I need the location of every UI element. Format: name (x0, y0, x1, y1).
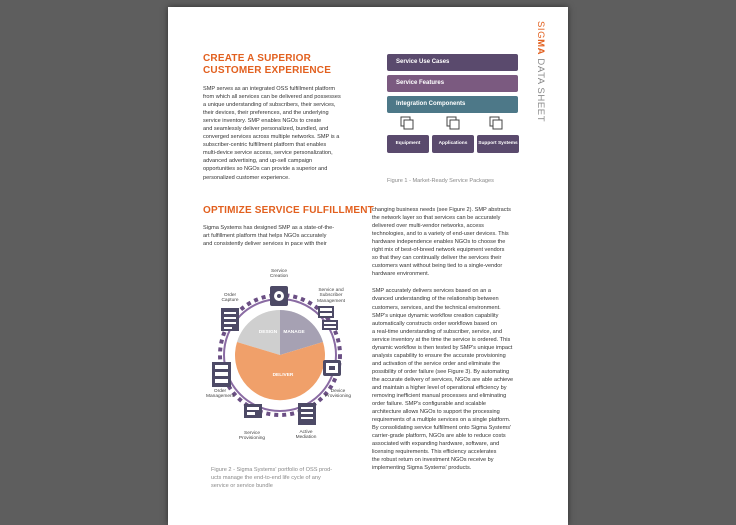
right-paragraph-2-line: dynamic workflow is then tested by SMP's unique impact (372, 344, 513, 351)
right-paragraph-1 (372, 206, 552, 278)
section1-line: service inventory. SMP enables NGOs to create (203, 118, 322, 125)
section1-line: from which all services can be delivered and possesses (203, 94, 341, 101)
manage-label: MANAGE (283, 330, 305, 335)
right-paragraph-2-line: removing inefficient manual processes and eliminating (372, 393, 507, 400)
section1-line: subscriber-centric fulfillment platform that enables (203, 142, 327, 149)
design-label: DESIGN (258, 330, 278, 335)
right-paragraph-1-line: right mix of best-of-breed network equipment vendors (372, 247, 505, 254)
device-provisioning-label: Device Provisioning (324, 389, 352, 400)
figure2-caption-line: ucts manage the end-to-end life cycle of any (211, 475, 321, 481)
figure2-caption-line: Figure 2 - Sigma Systems' portfolio of OSS prod- (211, 467, 333, 473)
right-paragraph-2-line: analysis capability to ensure the accurate provisioning (372, 352, 506, 359)
active-mediation-icon (298, 403, 316, 425)
active-mediation-label: Active Mediation (295, 430, 317, 441)
right-paragraph-2-line: order failure. SMP's configurable and scalable (372, 401, 486, 408)
integration-cubes (400, 116, 506, 132)
service-creation-label: Service Creation (269, 269, 289, 280)
right-paragraph-1-line: changing business needs (see Figure 2). SMP abstracts (372, 207, 511, 213)
service-provisioning-icon (244, 404, 262, 418)
section2-heading: OPTIMIZE SERVICE FULFILLMENT (203, 205, 374, 216)
right-paragraph-2-line: the robust return on investment NGOs receive by (372, 457, 494, 464)
order-management-icon (212, 362, 231, 387)
cube-icon (447, 117, 459, 129)
right-paragraph-2-line: a real-time understanding of subscriber, service, and (372, 328, 502, 335)
device-provisioning-icon (323, 360, 341, 376)
subscriber-management-label: Service and Subscriber Management (317, 288, 345, 304)
right-paragraph-1-line: delivered over multi-vendor networks, access (372, 223, 484, 230)
right-paragraph-2-line: automatically constructs order workflows based on (372, 320, 497, 327)
brand-part-3: DATA SHEET (535, 55, 546, 123)
section1-heading-line2: CUSTOMER EXPERIENCE (203, 65, 332, 76)
section1-line: personalized customer experience. (203, 174, 290, 181)
service-creation-icon (270, 286, 288, 306)
figure2-caption (211, 466, 371, 490)
section1-line: SMP serves as an integrated OSS fulfillment platform (203, 86, 336, 92)
brand-vertical-title (535, 21, 546, 122)
section1-heading (203, 53, 331, 77)
right-paragraph-2-line: requirements of a multiple services on a single platform. (372, 417, 511, 424)
service-features-bar: Service Features (387, 75, 518, 92)
deliver-label: DELIVER (272, 373, 294, 378)
order-capture-label: Order Capture (221, 293, 239, 304)
section1-line: and seamlessly deliver personalized, bundled, and (203, 126, 329, 133)
section1-heading-line1: CREATE A SUPERIOR (203, 53, 312, 64)
section1-line: converged services across multiple networks. SMP is a (203, 134, 340, 141)
right-paragraph-2-line: implementing Sigma Systems' products. (372, 465, 472, 472)
section1-line: their devices, their preferences, and the underlying (203, 110, 329, 117)
right-paragraph-1-line: hardware environment. (372, 271, 430, 278)
section1-line: advanced advertising, and up-sell campaign (203, 158, 313, 165)
service-provisioning-label: Service Provisioning (238, 431, 266, 442)
right-paragraph-2-line: and activation of the service order and eliminate the (372, 360, 501, 367)
right-paragraph-1-line: customers want without being tied to a single-vendor (372, 263, 503, 270)
section1-line: multi-device service access, service personalization, (203, 150, 333, 157)
section1-body (203, 85, 383, 182)
right-paragraph-2-line: customers, services, and the technical environment. (372, 304, 501, 311)
right-paragraph-2-line: architecture allows NGOs to support the processing (372, 409, 500, 416)
right-paragraph-2-line: SMP accurately delivers services based on an a (372, 288, 491, 295)
cube-icon (401, 117, 413, 129)
order-capture-icon (221, 308, 239, 331)
right-paragraph-1-line: the network layer so that services can be accurately (372, 215, 501, 222)
right-paragraph-1-line: technologies, and to a variety of end-user devices. This (372, 231, 509, 238)
right-paragraph-2-line: possibility of order failure (see Figure 3). By automating (372, 368, 510, 375)
subscriber-management-icon (318, 306, 338, 330)
right-column-body (372, 206, 552, 482)
right-paragraph-2-line: associated with expanding hardware, software, and (372, 441, 500, 448)
right-paragraph-2-line: service inventory at the time the service is ordered. This (372, 336, 511, 343)
service-use-cases-bar: Service Use Cases (387, 54, 518, 71)
right-paragraph-2-line: licensing requirements. This efficiency accelerates (372, 449, 497, 456)
right-paragraph-2-line: dvanced understanding of the relationship between (372, 296, 499, 303)
section1-line: a unique understanding of subscribers, their services, (203, 102, 336, 109)
section2-line: Sigma Systems has designed SMP as a state-of-the- (203, 225, 335, 231)
figure1-caption: Figure 1 - Market-Ready Service Packages (387, 178, 494, 184)
integration-components-bar: Integration Components (387, 96, 518, 113)
brand-part-2: MA (535, 39, 546, 56)
equipment-box: Equipment (387, 135, 429, 153)
right-paragraph-2-line: the accurate delivery of services, NGOs are able achieve (372, 376, 514, 383)
order-management-label: Order Management (206, 389, 234, 400)
right-paragraph-1-line: hardware independence enables NGOs to choose the (372, 239, 506, 246)
brand-part-1: SIG (535, 21, 546, 40)
section2-body (203, 224, 383, 248)
right-paragraph-2-line: and maintain a higher level of operational efficiency by (372, 384, 507, 391)
section1-line: opportunities so NGOs can provide a superior and (203, 166, 328, 173)
support-systems-box: Support Systems (477, 135, 519, 153)
right-paragraph-2 (372, 287, 552, 472)
right-paragraph-2-line: By consolidating service fulfillment onto Sigma Systems' (372, 425, 512, 432)
applications-box: Applications (432, 135, 474, 153)
cube-icon (490, 117, 502, 129)
right-paragraph-1-line: so that they can continually deliver the services their (372, 255, 502, 262)
section2-line: art fulfillment platform that helps NGOs accurately (203, 233, 327, 240)
figure2-caption-line: service or service bundle (211, 483, 273, 489)
right-paragraph-2-line: carrier-grade platform, NGOs are able to reduce costs (372, 433, 506, 440)
section2-line: and consistently deliver services in pace with their (203, 241, 327, 248)
right-paragraph-2-line: SMP's unique dynamic workflow creation capability (372, 312, 499, 319)
